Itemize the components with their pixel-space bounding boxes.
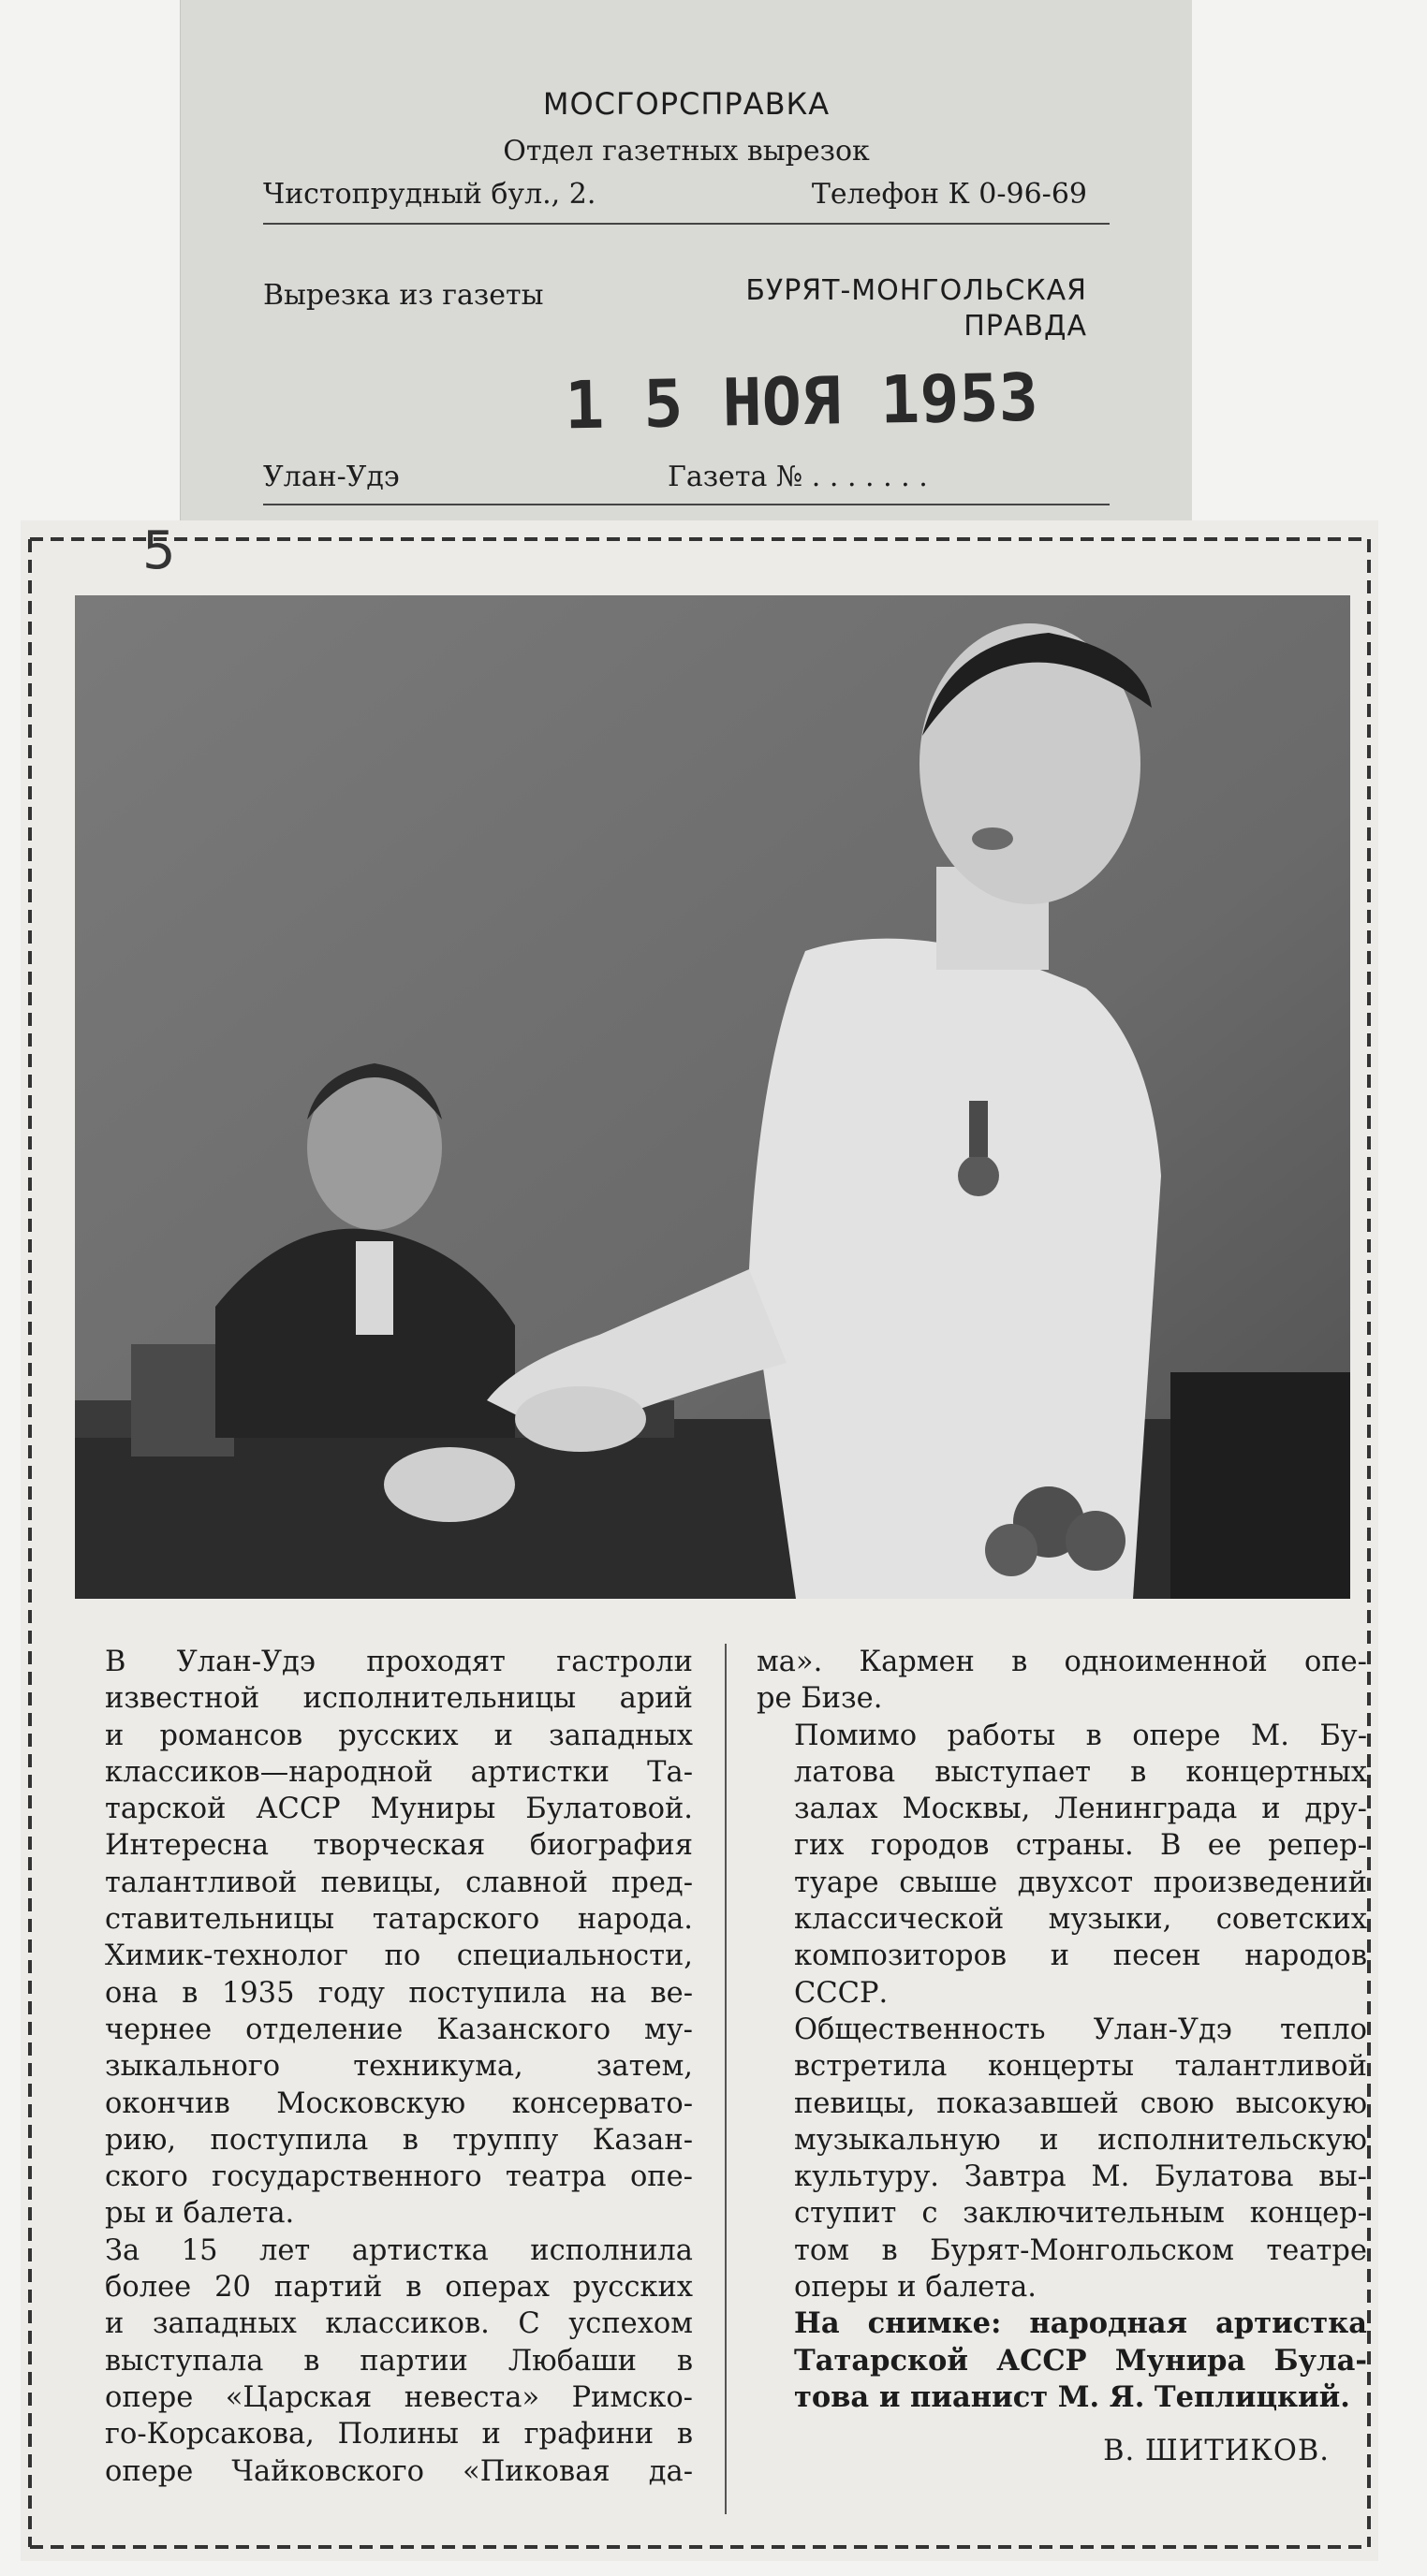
page-mark: 5 — [142, 520, 176, 581]
text-line: певицы, показавшей свою высокую — [794, 2086, 1367, 2120]
text-line: рию, поступила в труппу Казан- — [105, 2123, 693, 2157]
text-line: Помимо работы в опере М. Бу- — [794, 1719, 1367, 1752]
department-name: Отдел газетных вырезок — [503, 135, 870, 168]
article-author: В. ШИТИКОВ. — [1103, 2435, 1330, 2468]
text-line: Интересна творческая биография — [105, 1829, 693, 1863]
service-address: Чистопрудный бул., 2. — [263, 178, 596, 211]
city-label: Улан-Удэ — [263, 461, 400, 493]
photo-caption — [757, 2305, 1367, 2416]
newspaper-clipping — [21, 520, 1378, 2561]
text-line: латова выступает в концертных — [794, 1755, 1367, 1789]
text-line: оперы и балета. — [794, 2271, 1037, 2305]
clipping-service-label — [180, 0, 1192, 524]
label-divider-bottom — [263, 504, 1110, 505]
paragraph-3 — [757, 1644, 1367, 1718]
text-line: выступала в партии Любаши в — [105, 2344, 693, 2378]
text-line: опере «Царская невеста» Римско- — [105, 2380, 693, 2414]
text-line: она в 1935 году поступила на ве- — [105, 1976, 693, 2010]
issue-number-label: Газета № . . . . . . . — [668, 461, 928, 493]
paragraph-4 — [757, 1718, 1367, 2012]
text-line: ре Бизе. — [757, 1682, 883, 1716]
paragraph-2 — [67, 2232, 693, 2490]
text-line: Общественность Улан-Удэ тепло — [794, 2012, 1367, 2046]
text-line: ставительницы татарского народа. — [105, 1903, 693, 1937]
photo-singer-and-pianist — [75, 595, 1350, 1599]
text-line: классической музыки, советских — [794, 1903, 1367, 1937]
text-line: В Улан-Удэ проходят гастроли — [105, 1646, 693, 1678]
text-line: окончив Московскую консервато- — [105, 2086, 693, 2120]
article-column-left — [67, 1644, 693, 2490]
caption-line: На снимке: народная артистка — [794, 2306, 1367, 2341]
text-line: более 20 партий в операх русских — [105, 2271, 693, 2305]
newspaper-name — [745, 273, 1087, 344]
text-line: и романсов русских и западных — [105, 1719, 693, 1752]
text-line: го-Корсакова, Полины и графини в — [105, 2418, 693, 2452]
text-line: чернее отделение Казанского му- — [105, 2012, 693, 2046]
service-phone: Телефон К 0-96-69 — [811, 178, 1087, 211]
paragraph-1 — [67, 1644, 693, 2232]
text-line: ма». Кармен в одноименной опе- — [757, 1646, 1367, 1678]
text-line: ступит с заключительным концер- — [794, 2197, 1367, 2231]
text-line: тарской АССР Муниры Булатовой. — [105, 1793, 693, 1826]
caption-line: Татарской АССР Мунира Була- — [794, 2343, 1367, 2378]
text-line: зыкального техникума, затем, — [105, 2050, 693, 2084]
text-line: залах Москвы, Ленинграда и дру- — [794, 1793, 1367, 1826]
column-divider — [725, 1644, 727, 2514]
paragraph-5 — [757, 2012, 1367, 2305]
text-line: композиторов и песен народов — [794, 1939, 1367, 1973]
photo-illustration — [75, 595, 1350, 1599]
text-line: музыкальную и исполнительскую — [794, 2123, 1367, 2157]
text-line: культуру. Завтра М. Булатова вы- — [794, 2160, 1367, 2194]
caption-line: това и пианист М. Я. Теплицкий. — [794, 2379, 1350, 2414]
text-line: ского государственного театра опе- — [105, 2160, 693, 2194]
text-line: опере Чайковского «Пиковая да- — [105, 2454, 693, 2488]
date-stamp: 1 5 НОЯ 1953 — [564, 359, 1039, 445]
service-name: МОСГОРСПРАВКА — [542, 86, 831, 122]
text-line: гих городов страны. В ее репер- — [794, 1829, 1367, 1863]
newspaper-name-line2: ПРАВДА — [964, 310, 1087, 343]
article-column-right — [757, 1644, 1367, 2470]
text-line: туаре свыше двухсот произведений — [794, 1866, 1367, 1899]
text-line: классиков—народной артистки Та- — [105, 1755, 693, 1789]
cut-from-label: Вырезка из газеты — [263, 279, 544, 312]
text-line: За 15 лет артистка исполнила — [105, 2233, 693, 2267]
text-line: талантливой певицы, славной пред- — [105, 1866, 693, 1899]
text-line: Химик-технолог по специальности, — [105, 1939, 693, 1973]
label-divider — [263, 223, 1110, 225]
text-line: известной исполнительницы арий — [105, 1682, 693, 1716]
text-line: том в Бурят-Монгольском театре — [794, 2233, 1367, 2267]
text-line: СССР. — [794, 1976, 889, 2010]
text-line: встретила концерты талантливой — [794, 2050, 1367, 2084]
newspaper-name-line1: БУРЯТ-МОНГОЛЬСКАЯ — [745, 274, 1087, 307]
text-line: и западных классиков. С успехом — [105, 2307, 693, 2341]
text-line: ры и балета. — [105, 2197, 295, 2231]
